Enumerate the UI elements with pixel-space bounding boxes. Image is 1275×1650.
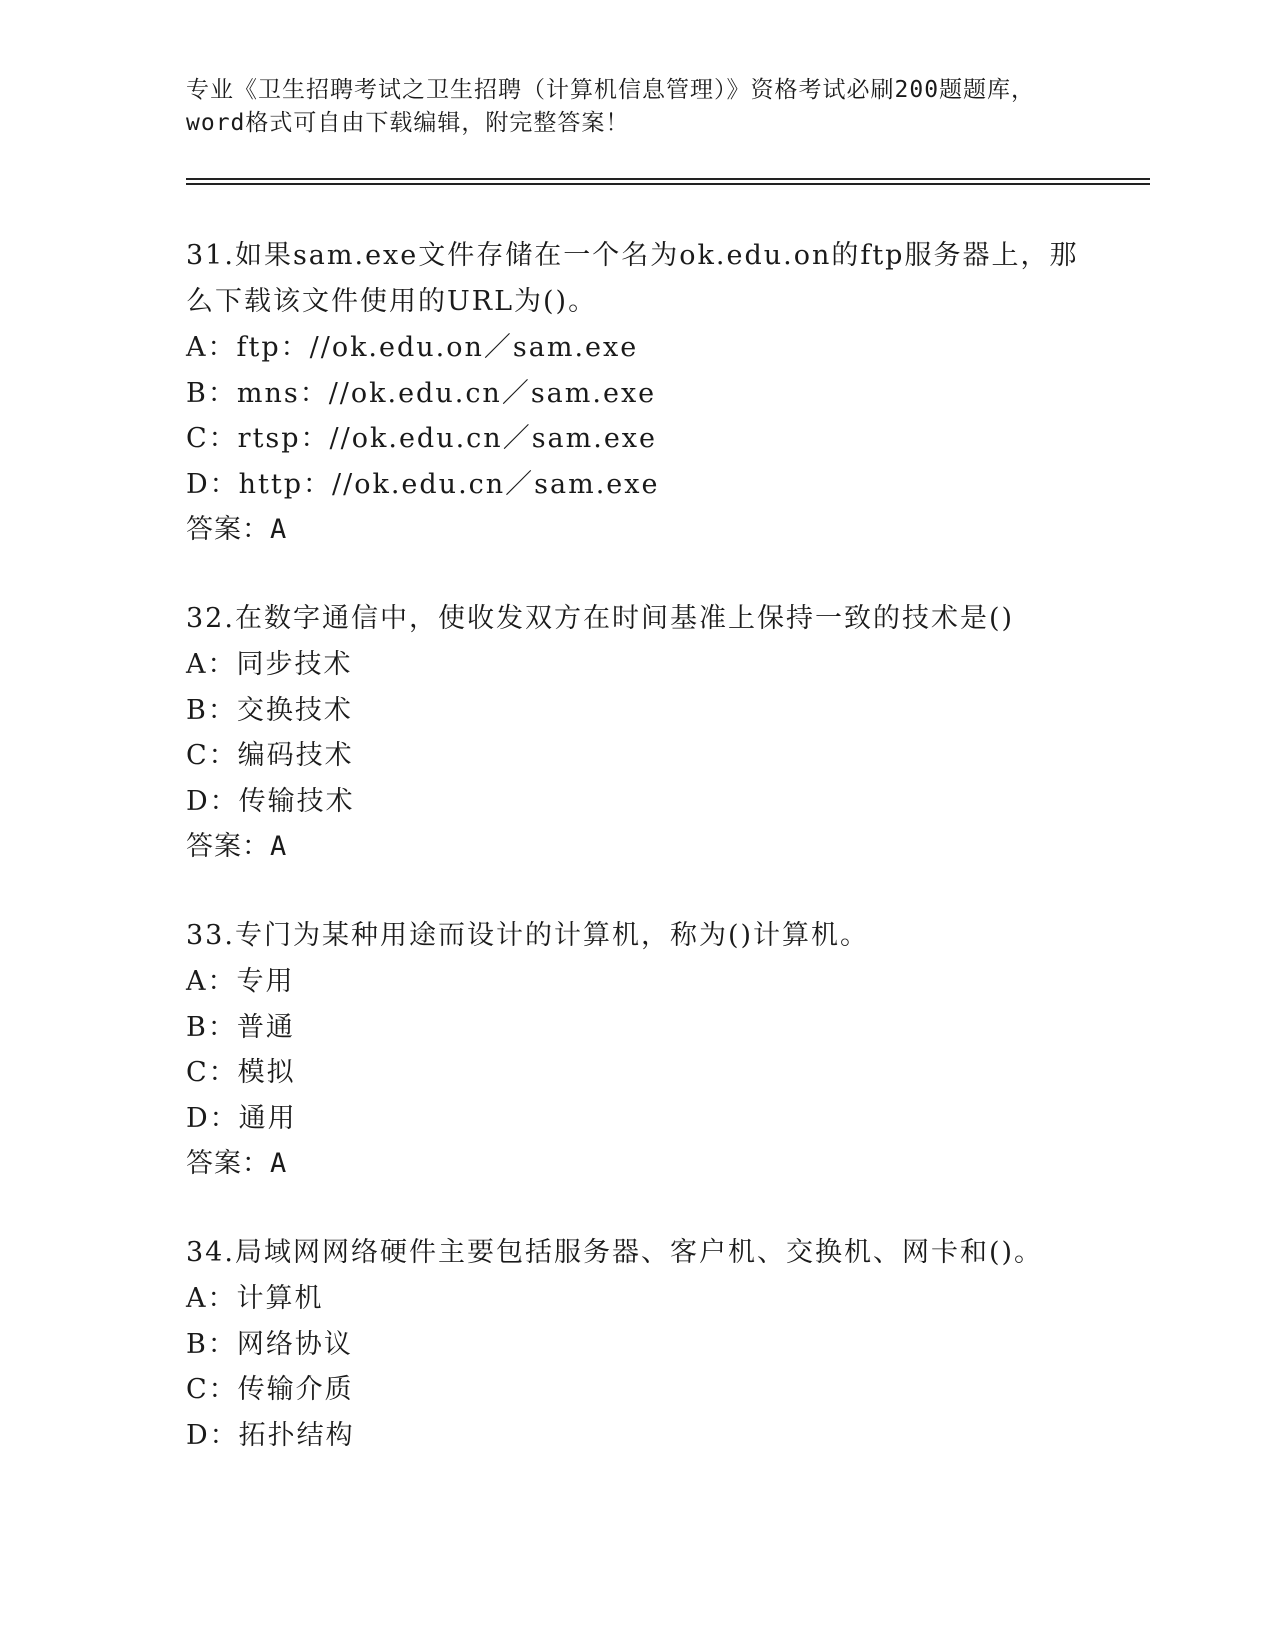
question-34 <box>186 1230 1086 1458</box>
answer-label: 答案：A <box>186 1148 288 1179</box>
option-c: C：编码技术 <box>186 740 354 771</box>
answer-label: 答案：A <box>186 831 288 862</box>
option-a: A：计算机 <box>186 1283 324 1314</box>
question-stem-continued: 么下载该文件使用的URL为()。 <box>186 286 598 317</box>
answer-label: 答案：A <box>186 514 288 545</box>
option-d: D：传输技术 <box>186 785 355 817</box>
question-stem: 34.局域网网络硬件主要包括服务器、客户机、交换机、网卡和()。 <box>186 1237 1044 1268</box>
option-b: B：网络协议 <box>186 1328 353 1360</box>
header-divider-top <box>186 178 1150 180</box>
option-a: A：专用 <box>186 966 295 997</box>
question-33 <box>186 913 1086 1187</box>
option-a: A：同步技术 <box>186 649 353 680</box>
option-b: B：普通 <box>186 1011 295 1043</box>
question-list <box>186 233 1086 1501</box>
option-c: C：传输介质 <box>186 1374 354 1405</box>
question-stem: 31.如果sam.exe文件存储在一个名为ok.edu.on的ftp服务器上，那 <box>186 240 1079 271</box>
option-d: D：拓扑结构 <box>186 1419 355 1451</box>
header-line-2: word格式可自由下载编辑，附完整答案！ <box>186 110 630 136</box>
question-stem: 33.专门为某种用途而设计的计算机，称为()计算机。 <box>186 920 870 951</box>
option-b: B：交换技术 <box>186 694 353 726</box>
option-d: D：通用 <box>186 1102 297 1134</box>
header-line-1: 专业《卫生招聘考试之卫生招聘（计算机信息管理）》资格考试必刷200题题库， <box>186 77 1036 103</box>
option-a: A：ftp：//ok.edu.on／sam.exe <box>186 332 639 363</box>
question-stem: 32.在数字通信中，使收发双方在时间基准上保持一致的技术是() <box>186 603 1015 634</box>
option-c: C：模拟 <box>186 1057 296 1088</box>
document-header <box>186 74 1086 140</box>
header-divider-bottom <box>186 183 1150 185</box>
option-d: D：http：//ok.edu.cn／sam.exe <box>186 468 660 500</box>
question-31 <box>186 233 1086 553</box>
question-32 <box>186 596 1086 870</box>
option-c: C：rtsp：//ok.edu.cn／sam.exe <box>186 423 658 454</box>
option-b: B：mns：//ok.edu.cn／sam.exe <box>186 377 657 409</box>
